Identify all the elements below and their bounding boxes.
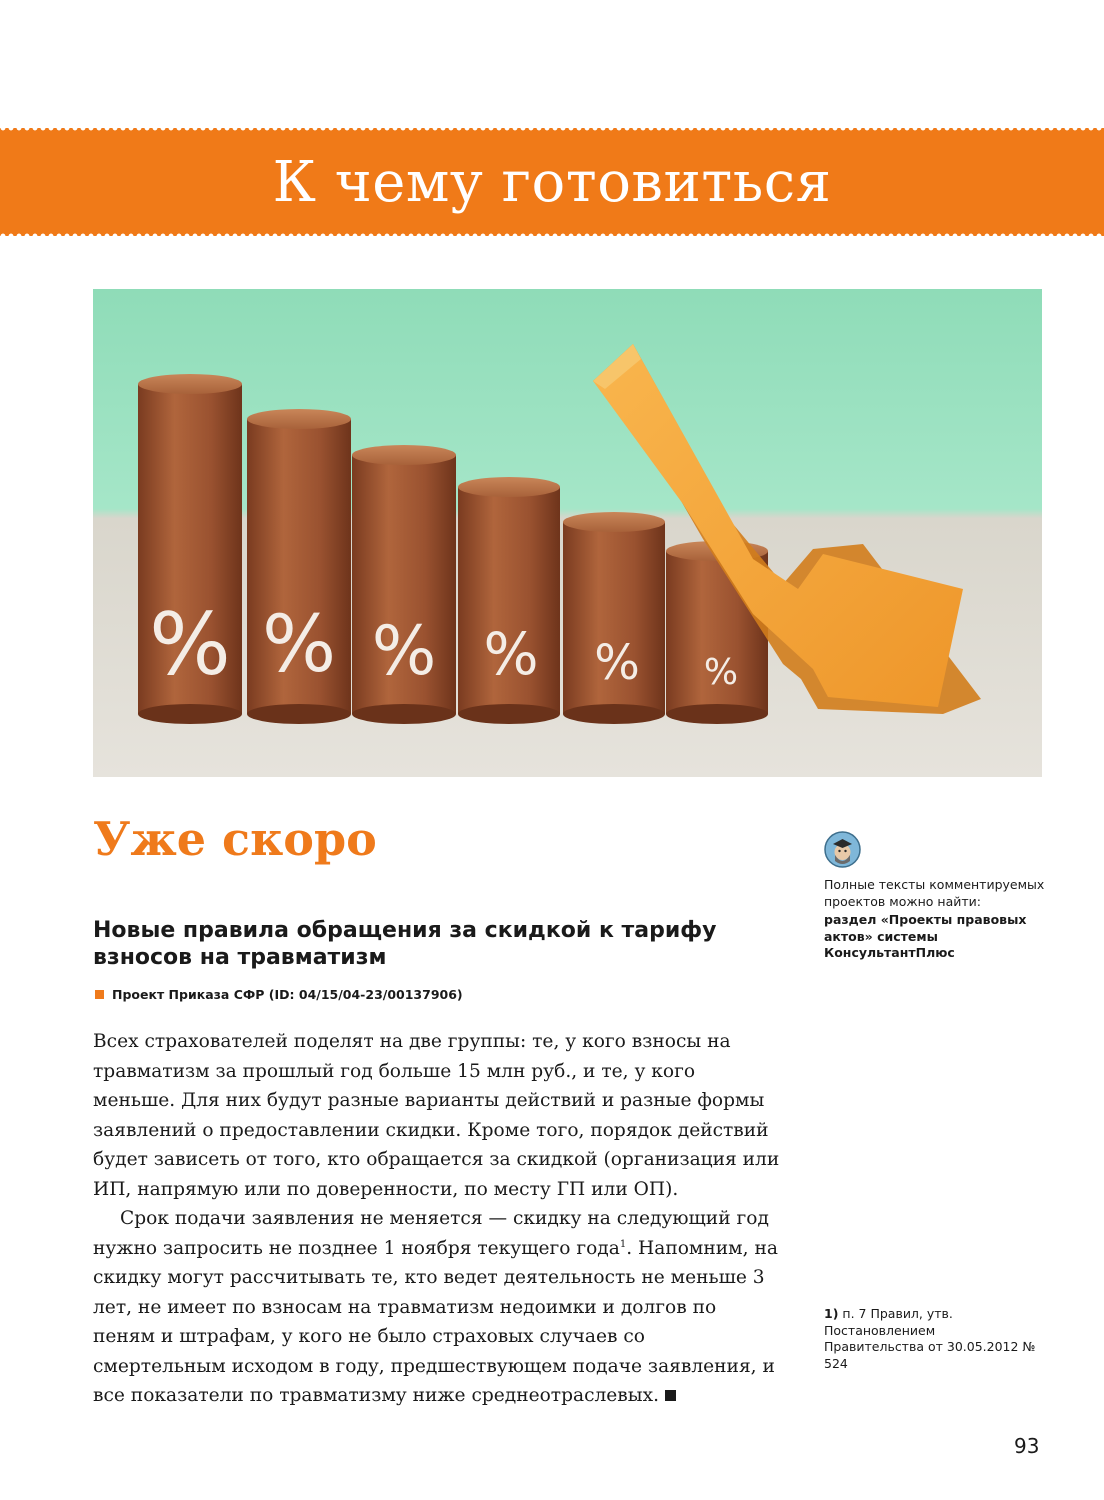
- orange-square-icon: [95, 990, 104, 999]
- cylinder-1: [138, 374, 242, 724]
- cylinder-4: [458, 477, 560, 724]
- paragraph-1: Всех страхователей поделят на две группы: те, у кого взносы на травматизм за прошлый год больше 15 млн руб., и те, у кого меньше. Для них будут разные варианты действий и разные формы заявлений о предоставлении скидки. Кроме того, порядок действий будет зависеть от того, кто обращается за скидкой (организация или ИП, напрямую или по доверенности, по месту ГП или ОП).: [93, 1031, 780, 1200]
- page-number: 93: [1014, 1434, 1040, 1458]
- banner-title: К чему готовиться: [272, 149, 832, 215]
- cylinder-3: [352, 445, 456, 724]
- footnote-text: п. 7 Правил, утв. Постановлением Правительства от 30.05.2012 № 524: [824, 1306, 1036, 1371]
- section-title: Уже скоро: [93, 812, 377, 866]
- percent-label-6: %: [703, 652, 739, 693]
- source-reference: [95, 987, 463, 1002]
- end-of-article-mark: [665, 1390, 676, 1401]
- paragraph-2-end: . Напомним, на скидку могут рассчитывать те, кто ведет деятельность не меньше 3 лет, не имеет по взносам на травматизм недоимки и долгов по пеням и штрафам, у кого не было страховых случаев со смертельным исходом в году, предшествующем подаче заявления, и все показатели по травматизму ниже среднеотраслевых.: [93, 1237, 778, 1406]
- hero-illustration: [93, 289, 1042, 777]
- percent-label-2: %: [261, 600, 337, 690]
- footnote-number: 1): [824, 1306, 839, 1321]
- cylinder-2: [247, 409, 351, 724]
- hero-image: [93, 289, 1042, 777]
- article-body: [93, 1027, 783, 1411]
- footnote-ref[interactable]: 1: [619, 1238, 627, 1250]
- paragraph-2: [93, 1204, 783, 1411]
- sidebar-note: [824, 877, 1054, 962]
- footnote: [824, 1306, 1039, 1372]
- percent-label-5: %: [594, 635, 640, 691]
- percent-label-4: %: [483, 620, 539, 688]
- percent-label-1: %: [149, 595, 231, 695]
- sidebar-intro: Полные тексты комментируемых проектов можно найти:: [824, 877, 1045, 909]
- percent-label-3: %: [371, 612, 437, 691]
- sidebar-location: раздел «Проекты правовых актов» системы КонсультантПлюс: [824, 912, 1027, 960]
- cylinder-5: [563, 512, 665, 724]
- article-title: Новые правила обращения за скидкой к тарифу взносов на травматизм: [93, 918, 717, 970]
- section-banner: [0, 128, 1104, 236]
- paragraph-2-start: Срок подачи заявления не меняется — скидку на следующий год нужно запросить не позднее 1 ноября текущего года: [93, 1208, 769, 1259]
- source-text: Проект Приказа СФР (ID: 04/15/04-23/00137906): [112, 987, 463, 1002]
- consultant-avatar-icon: [824, 831, 861, 868]
